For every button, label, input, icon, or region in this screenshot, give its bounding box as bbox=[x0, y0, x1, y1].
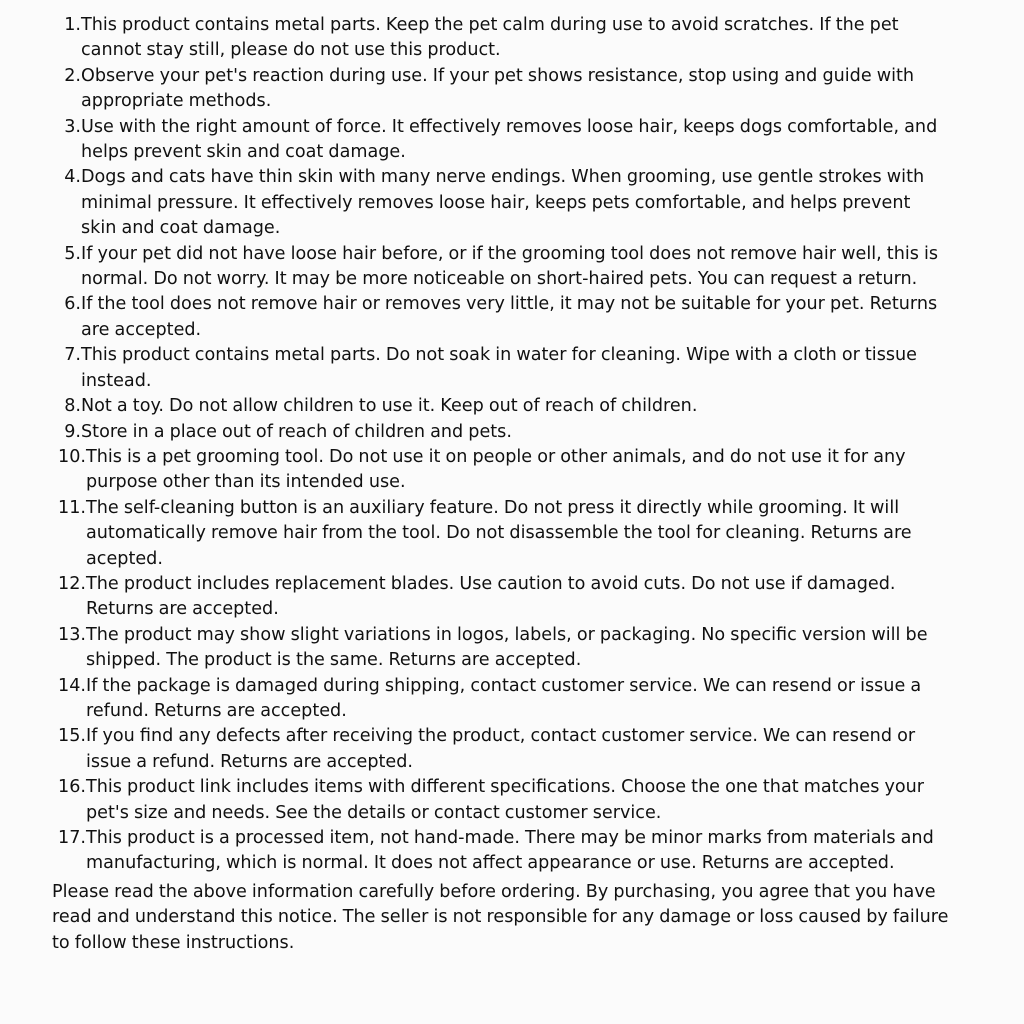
item-number: 9. bbox=[64, 421, 81, 442]
notice-item-9 bbox=[52, 420, 954, 445]
notice-list bbox=[52, 13, 954, 877]
item-text: Observe your pet's reaction during use. If your pet shows resistance, stop using and guide with appropriate methods. bbox=[81, 65, 915, 112]
item-number: 2. bbox=[64, 65, 81, 86]
notice-item-8 bbox=[52, 394, 954, 419]
notice-item-2 bbox=[52, 64, 954, 115]
item-number: 15. bbox=[58, 726, 86, 747]
item-text: If the tool does not remove hair or removes very little, it may not be suitable for your pet. Returns are accepted. bbox=[81, 294, 938, 340]
item-number: 8. bbox=[64, 396, 81, 417]
notice-item-3 bbox=[52, 115, 954, 166]
notice-item-5 bbox=[52, 242, 954, 293]
item-text: Use with the right amount of force. It effectively removes loose hair, keeps dogs comfortable, and helps prevent skin and coat damage. bbox=[81, 116, 938, 163]
notice-item-10 bbox=[52, 445, 954, 496]
item-text: The product may show slight variations in logos, labels, or packaging. No specific version will be shipped. The product is the same. Returns are accepted. bbox=[86, 624, 928, 671]
item-number: 12. bbox=[58, 573, 86, 594]
notice-item-14 bbox=[52, 674, 954, 725]
item-number: 1. bbox=[64, 15, 81, 35]
item-number: 5. bbox=[64, 243, 81, 264]
item-text: This is a pet grooming tool. Do not use it on people or other animals, and do not use it for any purpose other than its intended use. bbox=[86, 446, 906, 493]
notice-item-4 bbox=[52, 165, 954, 241]
notice-item-15 bbox=[52, 724, 954, 775]
notice-item-13 bbox=[52, 623, 954, 674]
item-text: If the package is damaged during shipping, contact customer service. We can resend or issue a refund. Returns are accepted. bbox=[86, 675, 922, 721]
notice-item-12 bbox=[52, 572, 954, 623]
item-number: 4. bbox=[64, 167, 81, 188]
notice-item-17 bbox=[52, 826, 954, 877]
item-number: 7. bbox=[64, 345, 81, 366]
notice-item-16 bbox=[52, 775, 954, 826]
item-number: 16. bbox=[58, 777, 86, 798]
closing-notice: Please read the above information carefully before ordering. By purchasing, you agree that you have read and understand this notice. The seller is not responsible for any damage or loss caused by failure to follow these instructions. bbox=[52, 881, 949, 953]
item-text: Dogs and cats have thin skin with many nerve endings. When grooming, use gentle strokes with minimal pressure. It effectively removes loose hair, keeps pets comfortable, and helps prevent skin and coat damage. bbox=[81, 167, 925, 239]
item-text: The self-cleaning button is an auxiliary feature. Do not press it directly while grooming. It will automatically remove hair from the tool. Do not disassemble the tool for cleaning. Returns are acepted. bbox=[86, 497, 912, 569]
item-text: This product contains metal parts. Do not soak in water for cleaning. Wipe with a cloth or tissue instead. bbox=[81, 345, 917, 391]
item-number: 11. bbox=[58, 497, 86, 518]
item-text: The product includes replacement blades. Use caution to avoid cuts. Do not use if damaged. Returns are accepted. bbox=[86, 573, 896, 620]
item-text: This product contains metal parts. Keep the pet calm during use to avoid scratches. If the pet cannot stay still, please do not use this product. bbox=[81, 15, 899, 61]
item-number: 17. bbox=[58, 828, 86, 848]
item-text: This product is a processed item, not hand-made. There may be minor marks from materials and manufacturing, which is normal. It does not affect appearance or use. Returns are accepted. bbox=[86, 828, 934, 874]
notice-item-11 bbox=[52, 496, 954, 572]
item-text: If you find any defects after receiving the product, contact customer service. We can resend or issue a refund. Returns are accepted. bbox=[86, 726, 916, 772]
notice-item-7 bbox=[52, 343, 954, 394]
item-text: This product link includes items with different specifications. Choose the one that matches your pet's size and needs. See the details or contact customer service. bbox=[86, 777, 925, 823]
item-number: 6. bbox=[64, 294, 81, 315]
notice-item-1 bbox=[52, 13, 954, 64]
item-number: 10. bbox=[58, 446, 86, 467]
item-text: If your pet did not have loose hair before, or if the grooming tool does not remove hair well, this is normal. Do not worry. It may be more noticeable on short-haired pets. You can request a return. bbox=[81, 243, 939, 290]
notice-item-6 bbox=[52, 292, 954, 343]
item-number: 13. bbox=[58, 624, 86, 645]
item-text: Not a toy. Do not allow children to use it. Keep out of reach of children. bbox=[81, 396, 698, 417]
item-number: 3. bbox=[64, 116, 81, 137]
item-text: Store in a place out of reach of children and pets. bbox=[81, 421, 512, 442]
item-number: 14. bbox=[58, 675, 86, 696]
